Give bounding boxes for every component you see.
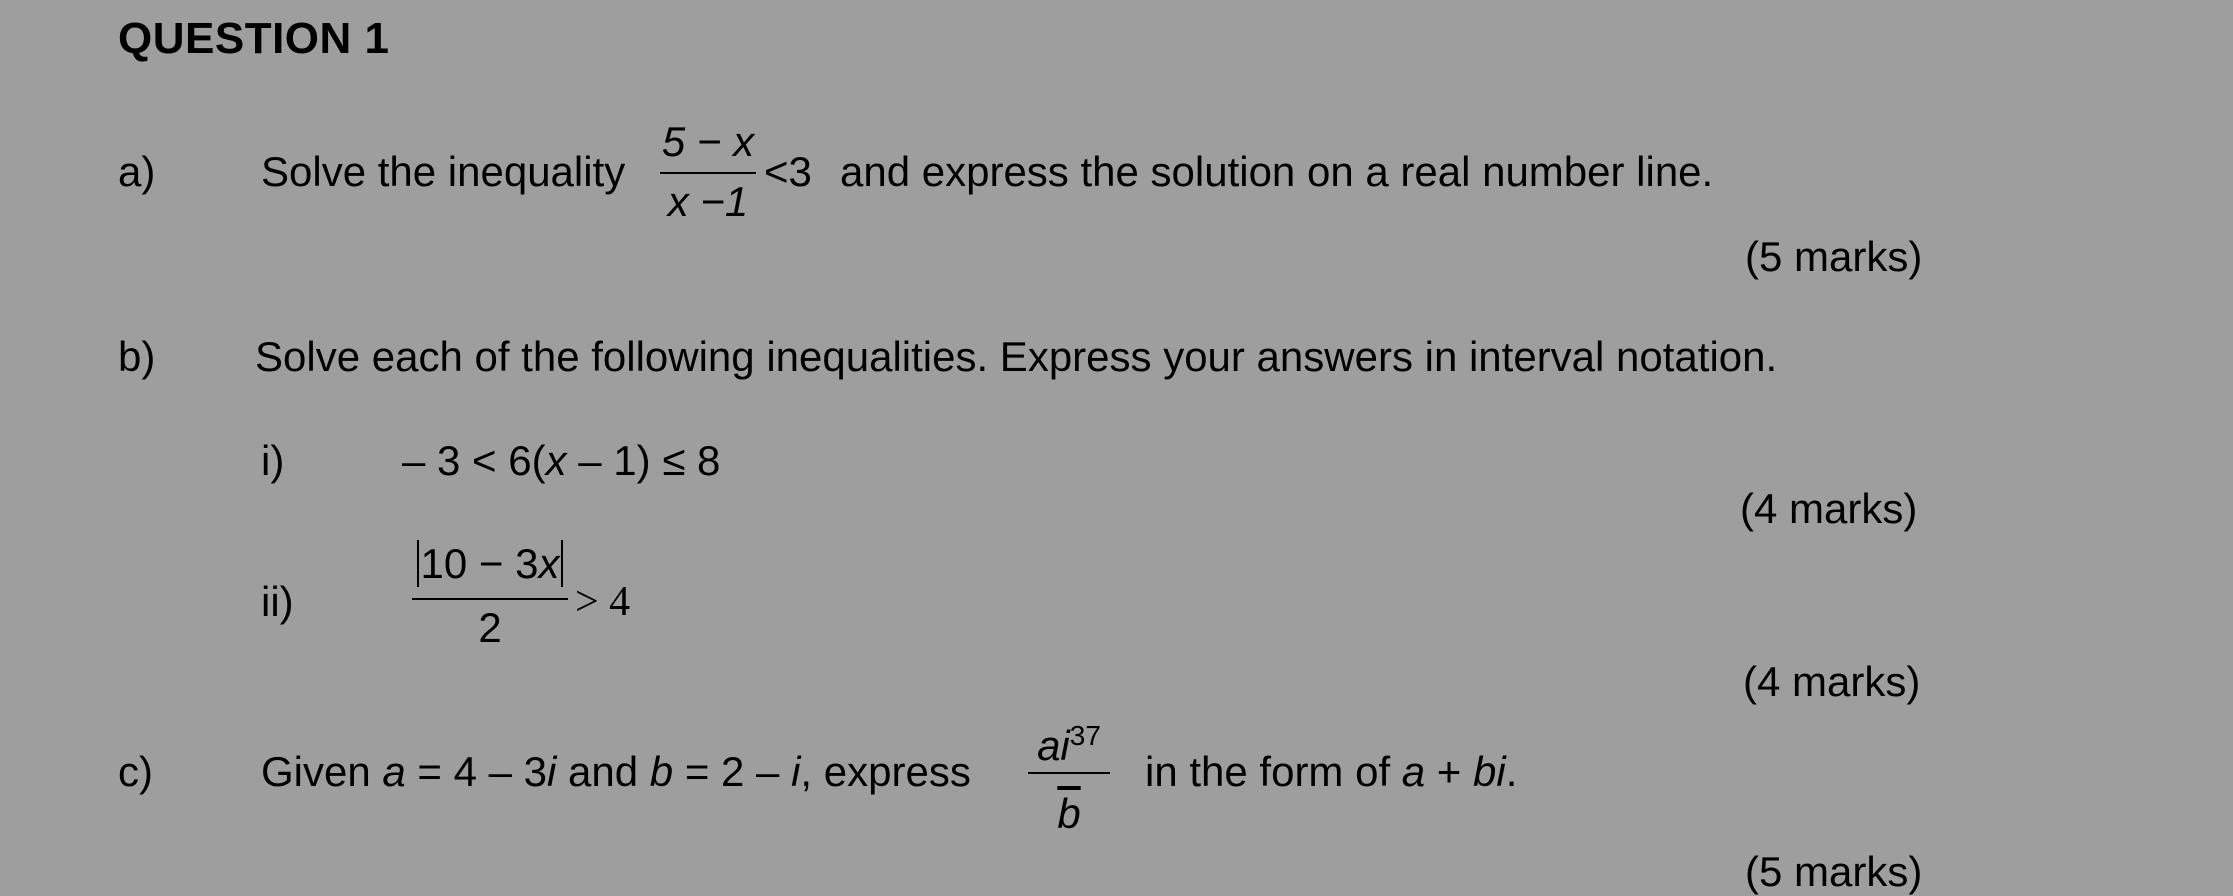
question-b-ii-relation: > 4 xyxy=(575,579,631,625)
question-c-form: in the form of a + bi. xyxy=(1145,748,1518,795)
question-b-i-label: i) xyxy=(261,437,285,484)
question-a-relation: <3 xyxy=(764,148,812,195)
question-a-suffix: and express the solution on a real number line. xyxy=(840,148,1714,195)
question-c-fraction xyxy=(1028,712,1110,838)
fraction-numerator: $ai^{37}$ xyxy=(1037,720,1101,769)
question-a-fraction xyxy=(660,118,756,226)
question-c-given: Given a = 4 – 3i and b = 2 – i, express xyxy=(261,748,971,795)
question-b-ii-label: ii) xyxy=(261,578,294,625)
fraction-bar xyxy=(660,172,756,174)
question-c-marks: (5 marks) xyxy=(1745,848,1923,895)
page-title: QUESTION 1 xyxy=(118,14,390,63)
fraction-denominator: x −1 xyxy=(667,178,749,225)
question-a-marks: (5 marks) xyxy=(1745,233,1923,280)
question-b-i-marks: (4 marks) xyxy=(1740,485,1918,532)
question-b-i-expression: – 3 < 6(x – 1) ≤ 8 xyxy=(402,437,721,484)
question-b-ii-marks: (4 marks) xyxy=(1743,658,1921,705)
fraction-denominator: b xyxy=(1057,790,1081,837)
question-a-label: a) xyxy=(118,148,156,195)
fraction-denominator: 2 xyxy=(478,604,502,651)
question-c-label: c) xyxy=(118,748,153,795)
fraction-numerator: 10 − 3x xyxy=(412,540,568,588)
fraction-numerator: 5 − x xyxy=(661,118,755,165)
question-b-ii-fraction xyxy=(412,540,568,652)
fraction-bar xyxy=(412,598,568,600)
question-a-prefix: Solve the inequality xyxy=(261,148,626,195)
question-b-label: b) xyxy=(118,333,156,380)
fraction-bar xyxy=(1028,772,1110,774)
question-b-text: Solve each of the following inequalities. Express your answers in interval notation. xyxy=(255,333,1778,380)
